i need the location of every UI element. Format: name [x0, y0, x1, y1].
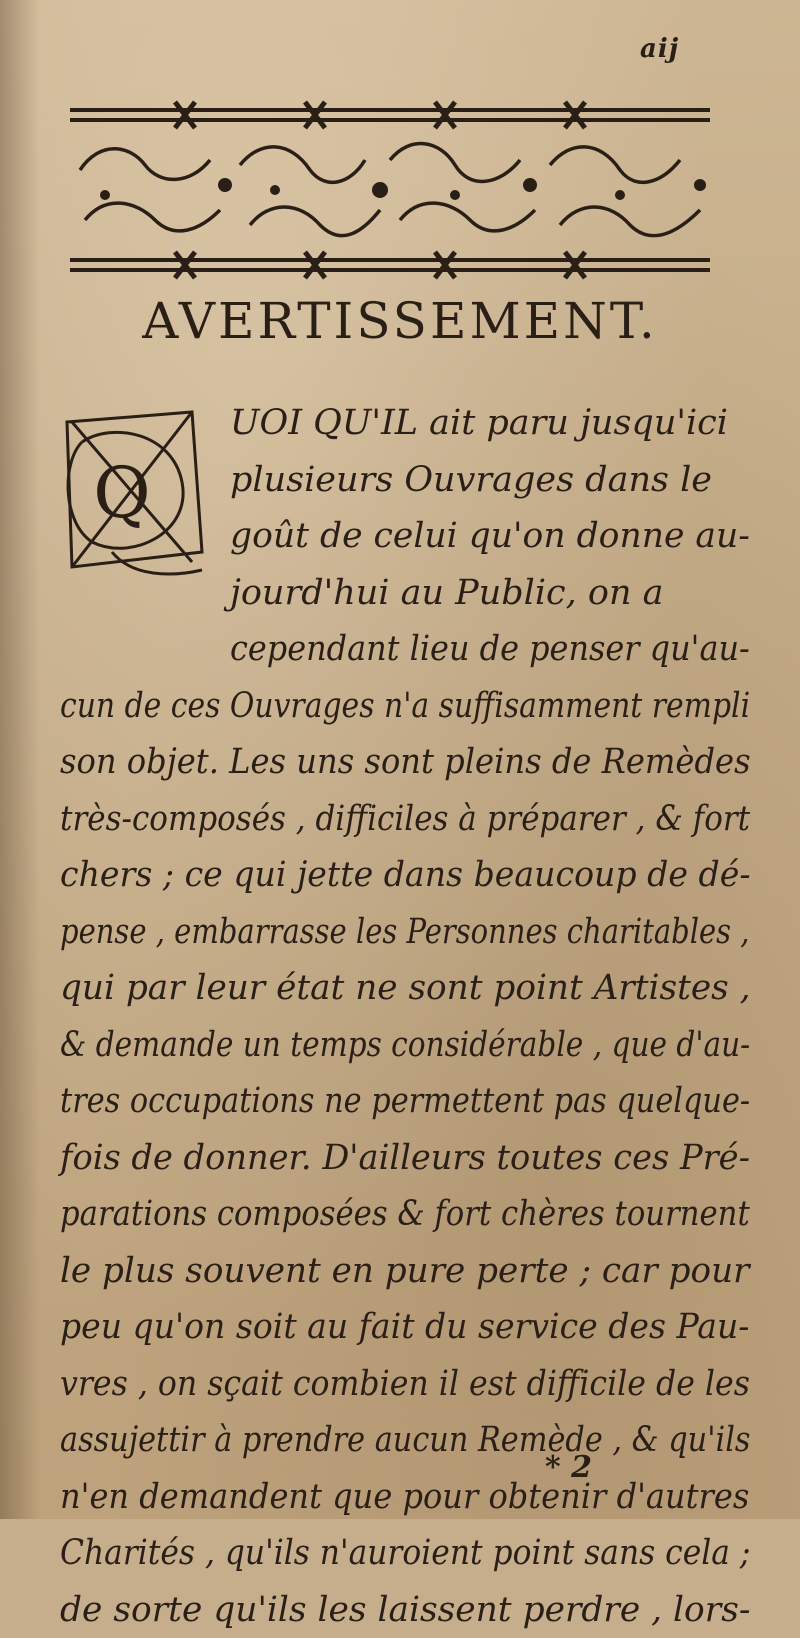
text-line: Charités , qu'ils n'auroient point sans cela ;: [60, 1525, 678, 1582]
text-line: de sorte qu'ils les laissent perdre , lors-: [60, 1582, 738, 1638]
page-signature: aij: [640, 34, 679, 64]
text-line: cun de ces Ouvrages n'a suffisamment rempli: [60, 678, 648, 735]
page-gutter-shadow: [0, 0, 40, 1519]
text-line: le plus souvent en pure perte ; car pour: [60, 1243, 734, 1300]
text-line: parations composées & fort chères tournent: [60, 1186, 665, 1243]
text-line: son objet. Les uns sont pleins de Remèdes: [60, 734, 694, 791]
initial-letter-glyph: Q: [93, 452, 150, 534]
text-line: jourd'hui au Public, on a: [60, 565, 750, 622]
text-line: fois de donner. D'ailleurs toutes ces Pré-: [60, 1130, 723, 1187]
text-line: très-composés , difficiles à préparer , & fort: [60, 791, 671, 848]
text-line: UOI QU'IL ait paru jusqu'ici: [60, 395, 750, 452]
text-line: assujettir à prendre aucun Remède , & qu'ils: [60, 1412, 658, 1469]
text-line: n'en demandent que pour obtenir d'autres: [60, 1469, 692, 1526]
text-line: goût de celui qu'on donne au-: [62, 508, 743, 565]
text-line: tres occupations ne permettent pas quelque-: [60, 1073, 658, 1130]
decorative-header-ornament: [60, 90, 720, 290]
text-line: & demande un temps considérable , que d'au-: [60, 1017, 643, 1074]
text-line: qui par leur état ne sont point Artistes ,: [60, 960, 736, 1017]
text-line: plusieurs Ouvrages dans le: [60, 452, 750, 509]
catchword: * 2: [545, 1450, 592, 1485]
text-line: vres , on sçait combien il est difficile de les: [60, 1356, 682, 1413]
text-line: pense , embarrasse les Personnes charitables ,: [60, 904, 632, 961]
body-text: [60, 395, 750, 1638]
text-line: cependant lieu de penser qu'au-: [75, 621, 704, 678]
text-line: peu qu'on soit au fait du service des Pau-: [60, 1299, 712, 1356]
page-title: AVERTISSEMENT.: [0, 292, 800, 350]
text-line: chers ; ce qui jette dans beaucoup de dé-: [60, 847, 713, 904]
